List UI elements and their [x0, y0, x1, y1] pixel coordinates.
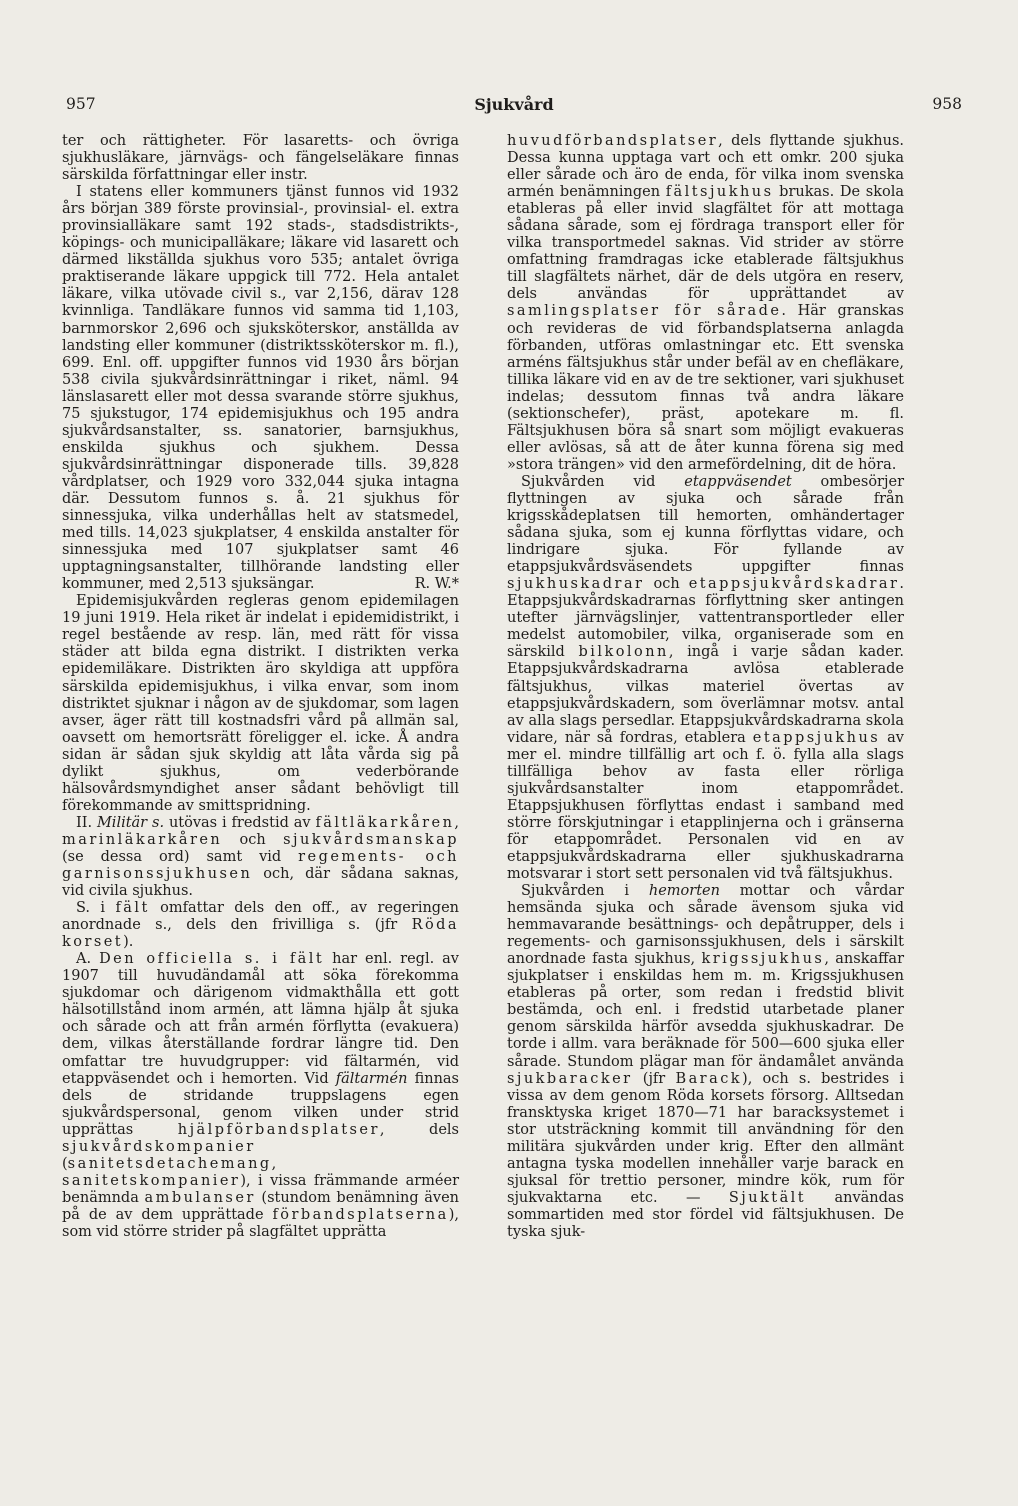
spaced-term: marinläkarkåren [62, 831, 223, 848]
text-run: utövas i fredstid av [164, 814, 316, 831]
paragraph [507, 474, 904, 883]
spaced-term: Röda korset [62, 917, 459, 951]
author-signature: R. W.* [414, 576, 459, 593]
page-header [66, 95, 962, 119]
running-title: Sjukvård [474, 95, 554, 114]
page-number-left: 957 [66, 95, 96, 113]
text-run: mottar och vårdar hemsända sjuka och sårade ävensom sjuka vid hemmavarande besättnings- och depåtrupper, dels i regements- och garnisonssjukhusen, dels i särskilt anordnade fasta sjukhus, [507, 883, 904, 968]
text-run: ), i vissa främmande arméer benämnda [62, 1172, 459, 1206]
paragraph [507, 883, 904, 1241]
text-run: ), och s. bestrides i vissa av dem genom Röda korsets försorg. Alltsedan fransktyska kriget 1870—71 har baracksystemet i stor utsträckning kommit till användning för den militära sjukvården under krig. Efter den allmänt antagna tyska modellen innehåller varje barack en sjuksal för trettio personer, mindre kök, rum för sjukvaktarna etc. — [507, 1070, 905, 1206]
paragraph: Epidemisjukvården regleras genom epidemilagen 19 juni 1919. Hela riket är indelat i epidemidistrikt, i regel bestående av resp. län, med rätt för vissa städer att bilda egna distrikt. I distrikten verka epidemiläkare. Distrikten äro skyldiga att uppföra särskilda epidemisjukhus, i vilka envar, som inom distriktet sjuknar i någon av de sjukdomar, som lagen avser, äger rätt till kostnadsfri vård på allmän sal, oavsett om hemortsrätt föreligger el. icke. Å andra sidan är sådan sjuk skyldig att låta vårda sig på dylikt sjukhus, om vederbörande hälsovårdsmyndighet anser sådant behövligt till förekommande av smittspridning. [62, 593, 459, 814]
text-run: , dels [379, 1121, 459, 1138]
text-run: användas sommartiden med stor fördel vid fältsjukhusen. De tyska sjuk- [507, 1189, 904, 1240]
spaced-term: hjälpförbandsplatser [177, 1121, 380, 1138]
text-run: , dels flyttande sjukhus. Dessa kunna upptaga vart och ett omkr. 200 sjuka eller sårade och äro de enda, för vilka inom svenska armén benämningen [507, 133, 904, 201]
text-run: ). [123, 934, 134, 951]
page-number-right: 958 [932, 95, 962, 113]
spaced-term: Den officiella s. i fält [99, 951, 325, 968]
text-run: , ingå i varje sådan kader. Etappsjukvårdskadrarna avlösa etablerade fältsjukhus, vilkas materiel övertas av etappsjukvårdskadern, som överlämnar motsv. antal av alla slags persedlar. Etappsjukvårdskadrarna skola vidare, när så fordras, etablera [507, 644, 904, 746]
paragraph [62, 951, 459, 1241]
text-run: (stundom benämning även på de av dem upprättade [62, 1189, 459, 1223]
spaced-term: sjukvårdskompanier [62, 1138, 256, 1155]
spaced-term: etappsjukvårdskadrar [688, 576, 900, 593]
text-run: . Etappsjukvårdskadrarnas förflyttning sker antingen utefter järnvägslinjer, vattentransportleder eller medelst automobiler, vilka, organiserade som en särskild [507, 576, 904, 661]
paragraph-text: I statens eller kommuners tjänst funnos vid 1932 års början 389 förste provinsial-, provinsial- el. extra provinsialläkare samt 192 stads-, stadsdistrikts-, köpings- och municipalläkare; läkare vid lasarett och därmed likställda sjukhus voro 535; antalet övriga praktiserande läkare uppgick till 772. Hela antalet läkare, vilka utövade civil s., var 2,156, därav 128 kvinnliga. Tandläkare funnos vid samma tid 1,103, barnmorskor 2,696 och sjuksköterskor, anställda av landsting eller kommuner (distriktssköterskor m. fl.), 699. Enl. off. uppgifter funnos vid 1930 års början 538 civila sjukvårdsinrättningar i riket, näml. 94 länslasarett eller mot dessa svarande större sjukhus, 75 sjukstugor, 174 epidemisjukhus och 195 andra sjukvårdsanstalter, ss. sanatorier, barnsjukhus, enskilda sjukhus och sjukhem. Dessa sjukvårdsinrättningar disponerade tills. 39,828 vårdplatser, och 1929 voro 332,044 sjuka intagna där. Dessutom funnos s. å. 21 sjukhus för sinnessjuka, vilka underhållas helt av statsmedel, med tills. 14,023 sjukplatser, 4 enskilda anstalter för sinnessjuka med 107 sjukplatser samt 46 upptagningsanstalter, tillhörande landsting eller kommuner, med 2,513 sjuksängar. [62, 184, 459, 593]
spaced-term: krigssjukhus [701, 951, 825, 968]
text-run: (se dessa ord) samt vid [62, 848, 299, 865]
spaced-term: sjukhuskadrar [507, 576, 645, 593]
spaced-term: sjukbaracker [507, 1070, 633, 1087]
paragraph [507, 133, 904, 474]
text-run: II. [76, 814, 97, 831]
spaced-term: fältläkarkåren [315, 814, 455, 831]
paragraph: ter och rättigheter. För lasaretts- och övriga sjukhusläkare, järnvägs- och fängelseläkare finnas särskilda författningar eller instr. [62, 133, 459, 184]
spaced-term: samlingsplatser för sårade [507, 303, 782, 320]
spaced-term: fält [115, 900, 150, 917]
spaced-term: ambulanser [144, 1189, 256, 1206]
text-run: ( [62, 1155, 68, 1172]
text-run: har enl. regl. av 1907 till huvudändamål att söka förekomma sjukdomar och därigenom vidmakthålla ett gott hälsotillstånd inom armén, att lämna hjälp åt sjuka och sårade och att från armén förflytta (evakuera) dem, vilkas återställande fordrar längre tid. Den omfattar tre huvudgrupper: vid fältarmén, vid etappväsendet och i hemorten. Vid [62, 951, 459, 1087]
spaced-term: Sjuktält [728, 1189, 807, 1206]
text-run: och [222, 831, 284, 848]
italic-term: etappväsendet [684, 473, 792, 490]
text-run: A. [76, 951, 100, 968]
text-run: ), som vid större strider på slagfältet upprätta [62, 1206, 459, 1240]
text-run: omfattar dels den off., av regeringen anordnade s., dels den frivilliga s. (jfr [62, 900, 459, 934]
paragraph [62, 815, 459, 900]
left-column [62, 133, 459, 1241]
spaced-term: etappsjukhus [752, 729, 881, 746]
text-run: av mer el. mindre tillfällig art och f. ö. fylla alla slags tillfälliga behov av fasta eller rörliga sjukvårdsanstalter inom etappområdet. Etappsjukhusen förflyttas endast i samband med större förskjutningar i etapplinjerna och i gränserna för etappområdet. Personalen vid en av etappsjukvårdskadrarna eller sjukhuskadrarna motsvarar i stort sett personalen vid två fältsjukhus. [507, 729, 904, 883]
spaced-term: bilkolonn [578, 644, 669, 661]
text-run: S. i [76, 900, 116, 917]
text-run: finnas dels de stridande truppslagens egen sjukvårdspersonal, genom vilken under strid upprättas [62, 1070, 459, 1138]
italic-term: fältarmén [335, 1070, 408, 1087]
spaced-term: förbandsplatserna [272, 1206, 449, 1223]
spaced-term: regements- och garnisonssjukhusen [62, 848, 459, 883]
text-run: brukas. De skola etableras på eller invid slagfältet för att mottaga sådana sårade, som ej fördraga transport eller för vilka transportmedel saknas. Vid strider av större omfattning framdragas icke etablerade fältsjukhus till slagfältets närhet, där de dels utgöra en reserv, dels användas för upprättandet av [507, 184, 905, 303]
text-run: ombesörjer flyttningen av sjuka och sårade från krigsskådeplatsen till hemorten, omhändertager sådana sjuka, som ej kunna förflyttas vidare, och lindrigare sjuka. För fyllande av etappsjukvårdsväsendets uppgifter finnas [507, 473, 904, 576]
text-run: , [454, 814, 459, 831]
spaced-term: huvudförbandsplatser [507, 133, 719, 149]
paragraph [62, 900, 459, 951]
spaced-term: fältsjukhus [665, 184, 774, 201]
paragraph [62, 184, 459, 593]
text-run: och [644, 576, 689, 593]
text-run: . Här granskas och revideras de vid förbandsplatserna anlagda förbanden, utföras omlastningar etc. Ett svenska arméns fältsjukhus står under befäl av en chefläkare, tillika läkare vid en av de tre sektioner, vari sjukhuset indelas; dessutom finnas två andra läkare (sektionschefer), präst, apotekare m. fl. Fältsjukhusen böra så snart som möjligt evakueras eller avlösas, så att de åter kunna förena sig med »stora trängen» vid den armefördelning, dit de höra. [507, 303, 904, 473]
text-run: (jfr [632, 1070, 676, 1087]
spaced-term: sanitetsdetachemang, sanitetskompanier [62, 1155, 279, 1189]
italic-term: hemorten [648, 883, 720, 900]
text-run: och, där sådana saknas, vid civila sjukhus. [62, 866, 459, 900]
spaced-term: sjukvårdsmanskap [283, 831, 459, 848]
right-column [507, 133, 904, 1241]
spaced-term: Barack [675, 1070, 743, 1087]
text-run: , anskaffar sjukplatser i enskildas hem m. m. Krigssjukhusen etableras på orter, som redan i fredstid blivit bestämda, och enl. i fredstid utarbetade planer genom särskilda härför avsedda sjukhuskadrar. De torde i allm. vara beräknade för 500—600 sjuka eller sårade. Stundom plägar man för ändamålet använda [507, 951, 904, 1070]
text-run: Sjukvården i [521, 883, 649, 900]
text-run: Sjukvården vid [521, 473, 685, 490]
italic-term: Militär s. [96, 814, 165, 831]
